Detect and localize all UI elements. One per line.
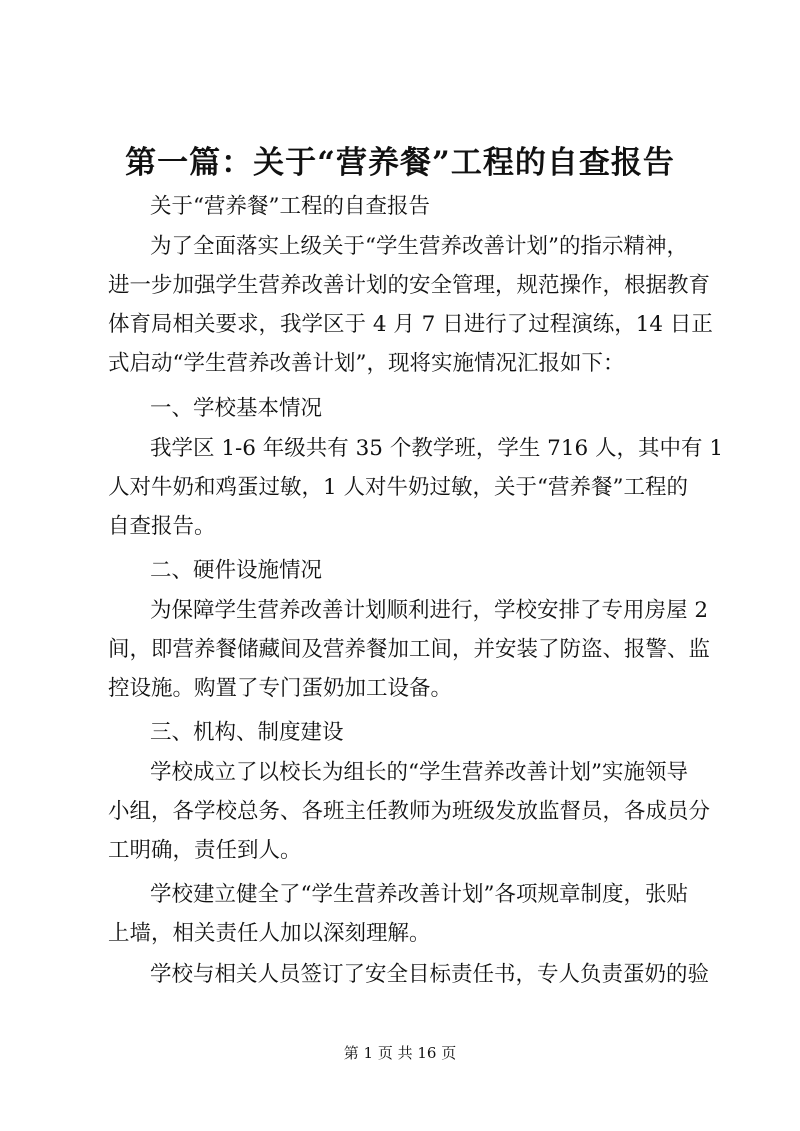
paragraph-line: 间，即营养餐储藏间及营养餐加工间，并安装了防盗、报警、监 <box>108 637 711 662</box>
paragraph-line: 工明确，责任到人。 <box>108 838 302 863</box>
document-title: 第一篇：关于“营养餐”工程的自查报告 <box>125 145 675 181</box>
paragraph-line: 式启动“学生营养改善计划”，现将实施情况汇报如下： <box>108 351 625 376</box>
paragraph-line: 人对牛奶和鸡蛋过敏，1 人对牛奶过敏，关于“营养餐”工程的 <box>108 475 688 500</box>
section-heading: 一、学校基本情况 <box>150 396 323 421</box>
section-heading: 三、机构、制度建设 <box>150 720 344 745</box>
page-footer: 第 1 页 共 16 页 <box>343 1044 457 1062</box>
paragraph-line: 自查报告。 <box>108 514 216 539</box>
paragraph-line: 控设施。购置了专门蛋奶加工设备。 <box>108 676 453 701</box>
paragraph-line: 为了全面落实上级关于“学生营养改善计划”的指示精神， <box>150 234 688 259</box>
paragraph-line: 我学区 1-6 年级共有 35 个教学班，学生 716 人，其中有 1 <box>150 436 724 461</box>
section-heading: 二、硬件设施情况 <box>150 558 323 583</box>
paragraph-line: 学校成立了以校长为组长的“学生营养改善计划”实施领导 <box>150 760 688 785</box>
subtitle-line: 关于“营养餐”工程的自查报告 <box>150 194 430 219</box>
paragraph-line: 学校与相关人员签订了安全目标责任书，专人负责蛋奶的验 <box>150 962 710 987</box>
paragraph-line: 学校建立健全了“学生营养改善计划”各项规章制度，张贴 <box>150 882 688 907</box>
paragraph-line: 小组，各学校总务、各班主任教师为班级发放监督员，各成员分 <box>108 799 711 824</box>
paragraph-line: 为保障学生营养改善计划顺利进行，学校安排了专用房屋 2 <box>150 598 709 623</box>
paragraph-line: 进一步加强学生营养改善计划的安全管理，规范操作，根据教育 <box>108 273 711 298</box>
paragraph-line: 体育局相关要求，我学区于 4 月 7 日进行了过程演练，14 日正 <box>108 312 713 337</box>
paragraph-line: 上墙，相关责任人加以深刻理解。 <box>108 921 431 946</box>
